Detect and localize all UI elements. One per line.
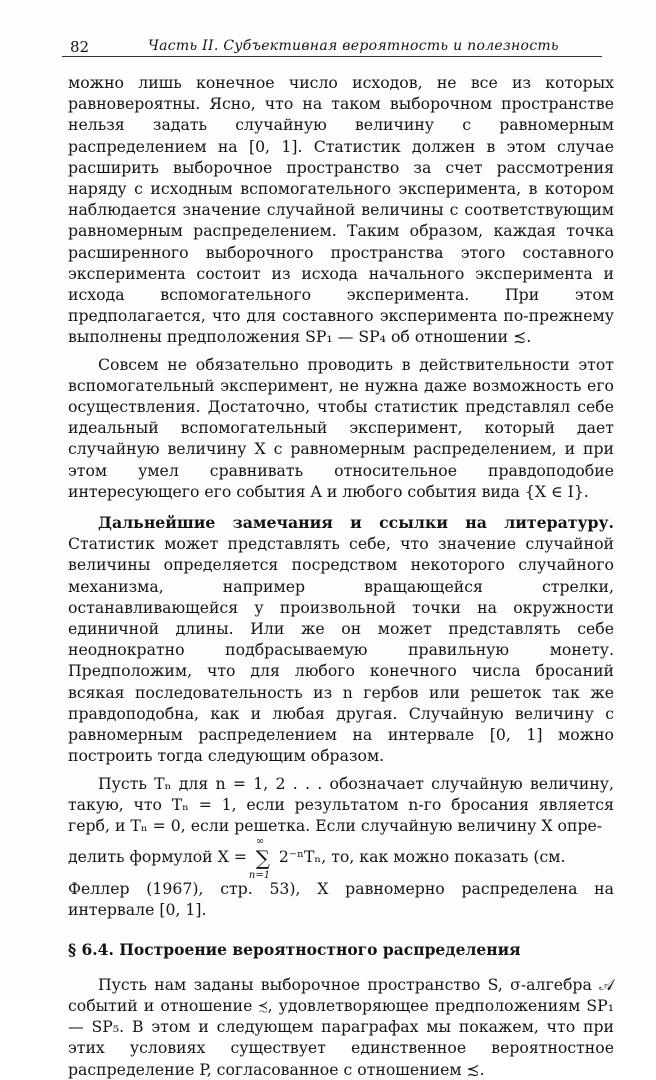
summation-symbol <box>248 836 274 882</box>
paragraph-coin-construction: Пусть Tₙ для n = 1, 2 . . . обозначает случайную величину, такую, что Tₙ = 1, если результатом n-го бросания является герб, и Tₙ = 0, если решетка. Если случайную величину X опре- <box>68 773 614 835</box>
page-number: 82 <box>70 38 90 56</box>
further-remarks-heading: Дальнейшие замечания и ссылки на литературу. <box>98 513 614 533</box>
formula-prefix: делить формулой X = <box>68 847 252 867</box>
paragraph-continuation: можно лишь конечное число исходов, не все из которых равновероятны. Ясно, что на таком выборочном пространстве нельзя задать случайную величину с равномерным распределением на [0, 1]. Статистик должен в этом случае расширить выборочное пространство за счет рассмотрения наряду с исходным вспомогательного эксперимента, в котором наблюдается значение случайной величины с соответствующим равномерным распределением. Таким образом, каждая точка расширенного выборочного пространства этого составного эксперимента состоит из исхода начального эксперимента и исхода вспомогательного эксперимента. При этом предполагается, что для составного эксперимента по-прежнему выполнены предположения SP₁ — SP₄ об отношении ≾. <box>68 73 614 347</box>
further-remarks-text: Статистик может представлять себе, что значение случайной величины определяется посредством некоторого случайного механизма, например вращающейся стрелки, останавливающейся у произвольной точки на окружности единичной длины. Или же он может представлять себе неоднократно подбрасываемую правильную монету. Предположим, что для любого конечного числа бросаний всякая последовательность из n гербов или решеток так же правдоподобна, как и любая другая. Случайную величину с равномерным распределением на интервале [0, 1] можно построить тогда следующим образом. <box>68 534 614 766</box>
formula-line <box>68 836 614 882</box>
paragraph-feller-reference: Феллер (1967), стр. 53), X равномерно распределена на интервале [0, 1]. <box>68 879 614 920</box>
summation-lower-limit: n=1 <box>248 870 271 882</box>
section-heading: § 6.4. Построение вероятностного распределения <box>68 939 521 959</box>
page-body <box>68 72 614 1080</box>
paragraph-further-remarks <box>68 512 614 766</box>
summation-upper-limit: ∞ <box>255 836 265 848</box>
paragraph-auxiliary-experiment: Совсем не обязательно проводить в действительности этот вспомогательный эксперимент, не нужна даже возможность его осуществления. Достаточно, чтобы статистик представлял себе идеальный вспомогательный эксперимент, который дает случайную величину X с равномерным распределением, и при этом умел сравнивать относительное правдоподобие интересующего его события A и любого события вида {X ∈ I}. <box>68 354 614 501</box>
paragraph-section-intro: Пусть нам заданы выборочное пространство S, σ-алгебра 𝒜 событий и отношение ≾, удовлетворяющее предположениям SP₁ — SP₅. В этом и следующем параграфах мы покажем, что при этих условиях существует единственное вероятностное распределение P, согласованное с отношением ≾. <box>68 974 614 1079</box>
page-header <box>62 34 602 57</box>
running-title: Часть II. Субъективная вероятность и полезность <box>148 38 559 54</box>
summation-sign: ∑ <box>255 846 271 871</box>
formula-suffix: 2⁻ⁿTₙ, то, как можно показать (см. <box>278 847 566 867</box>
